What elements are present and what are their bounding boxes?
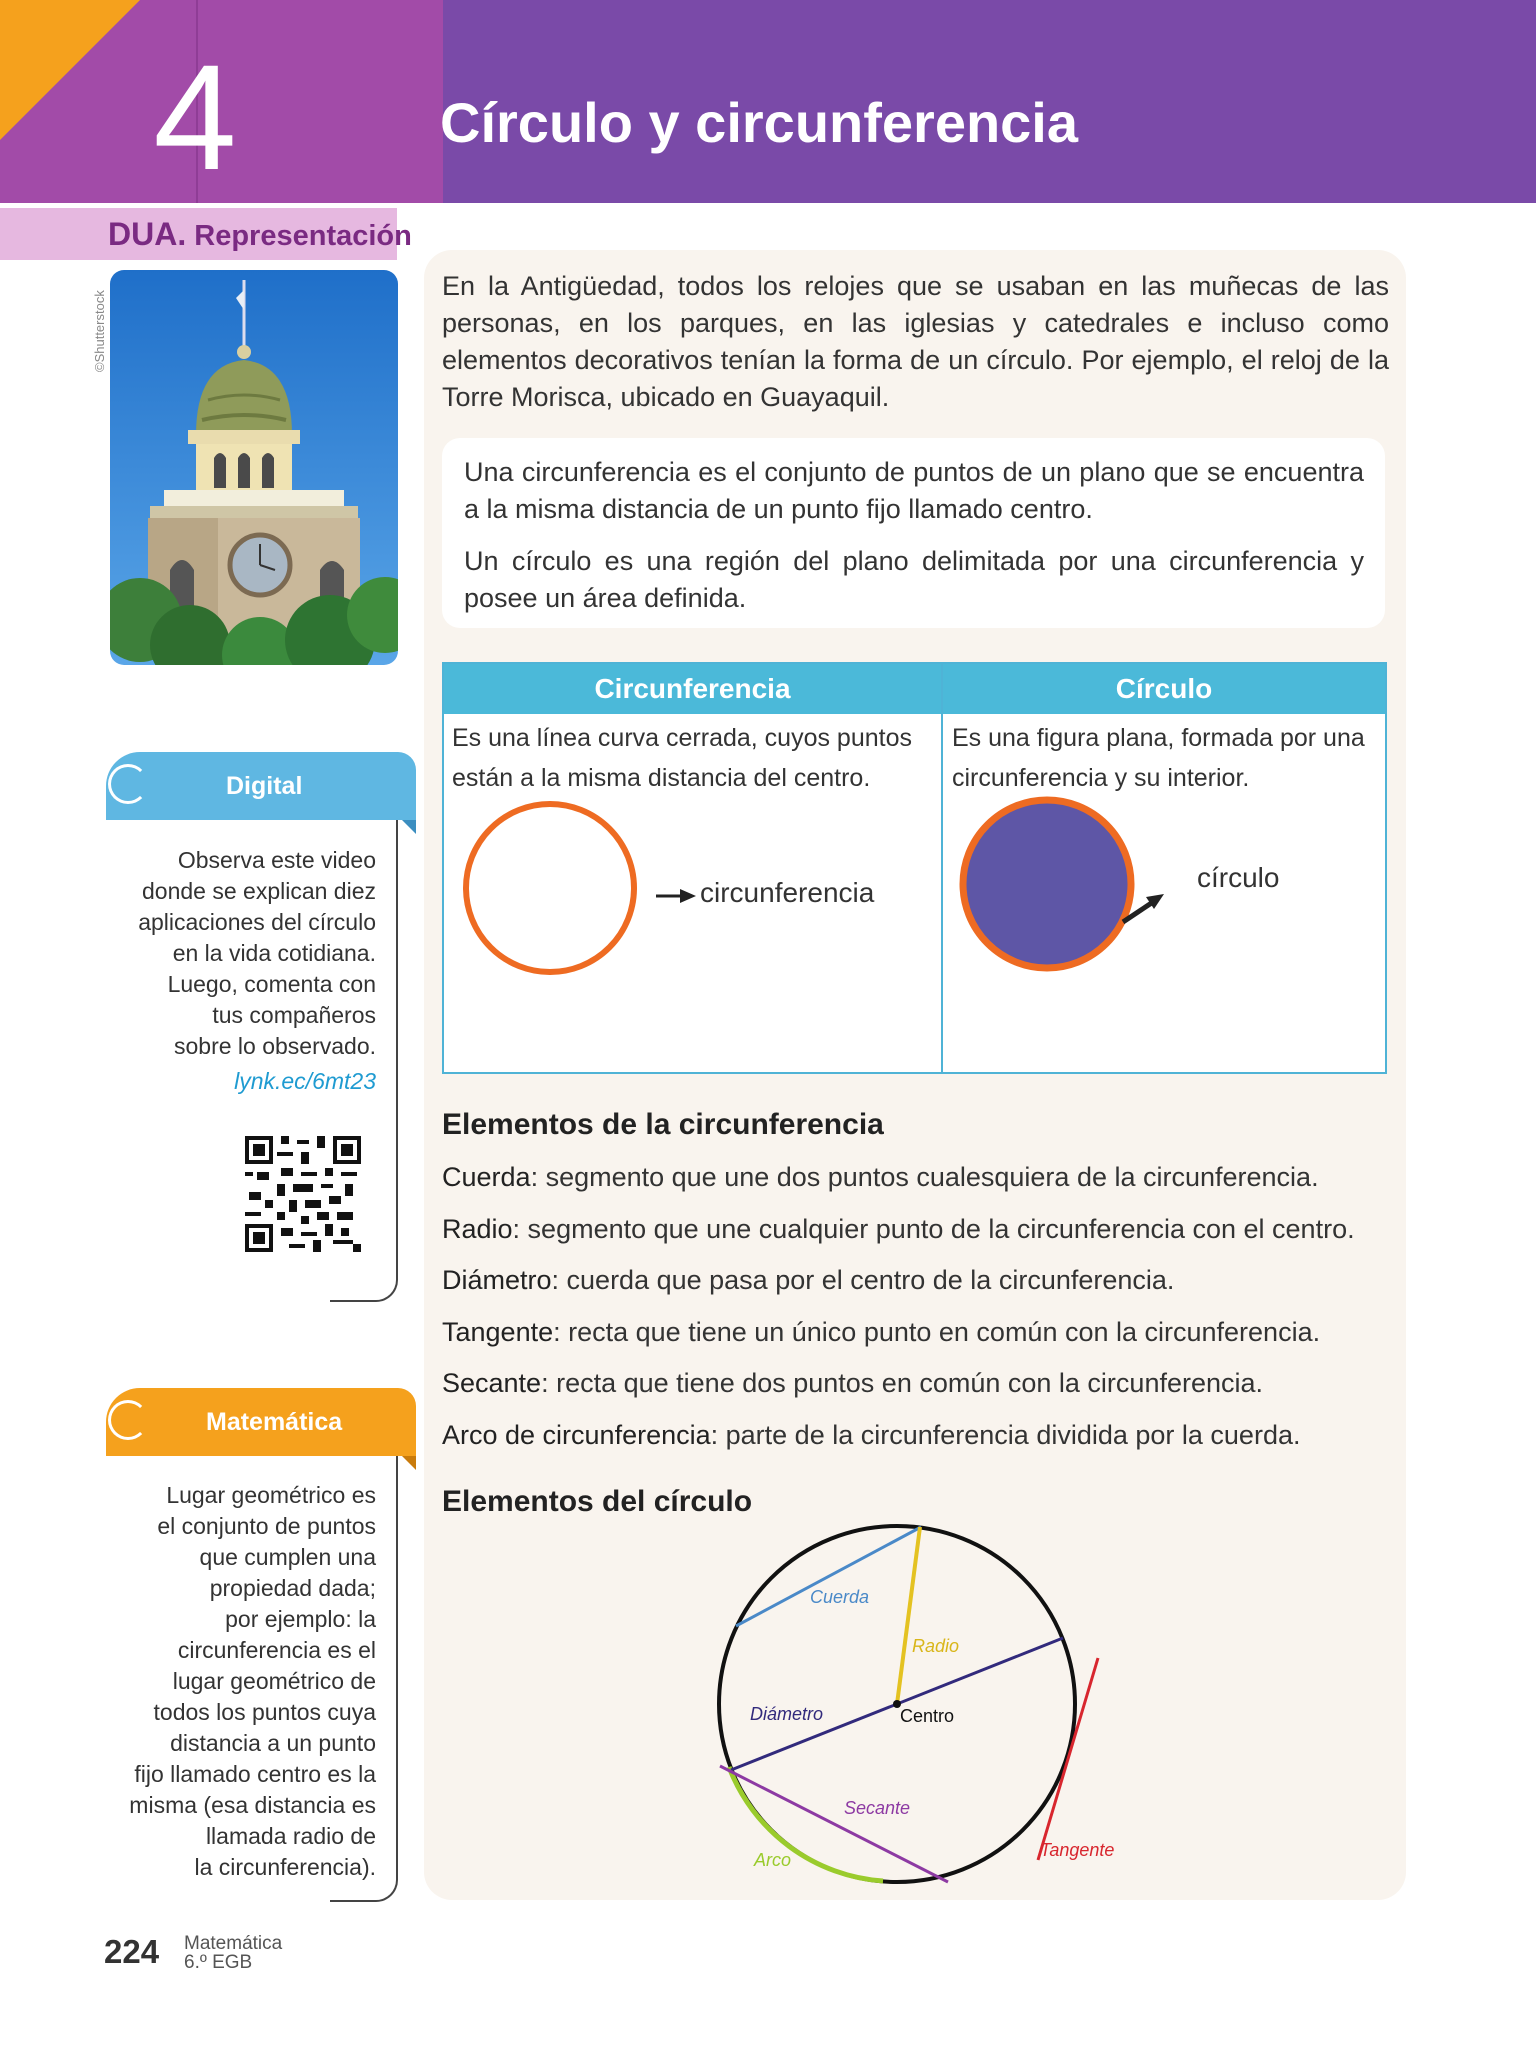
definition-circunferencia: Una circunferencia es el conjunto de puntos de un plano que se encuentra a la misma distancia de un punto fijo llamado centro.	[464, 457, 1364, 524]
element-term: Tangente	[442, 1317, 554, 1347]
element-term: Arco de circunferencia	[442, 1420, 711, 1450]
page-title: Círculo y circunferencia	[440, 91, 1079, 154]
table-header-circunferencia: Circunferencia	[444, 664, 941, 714]
digital-link[interactable]: lynk.ec/6mt23	[234, 1068, 376, 1094]
dua-rest: Representación	[186, 220, 412, 252]
tower-photo	[110, 270, 398, 665]
digital-line: tus compañeros	[212, 1002, 376, 1028]
matematica-line: que cumplen una	[199, 1544, 376, 1570]
label-centro: Centro	[900, 1706, 955, 1726]
page-number: 224	[104, 1933, 160, 1970]
element-definition: : parte de la circunferencia dividida por la cuerda.	[710, 1420, 1301, 1450]
circunferencia-shape	[466, 804, 634, 972]
label-circunferencia: circunferencia	[700, 877, 875, 908]
matematica-line: por ejemplo: la	[225, 1606, 376, 1632]
digital-line: sobre lo observado.	[173, 1033, 376, 1059]
matematica-line: circunferencia es el	[177, 1637, 376, 1663]
definition-circulo: Un círculo es una región del plano delimitada por una circunferencia y posee un área definida.	[464, 546, 1364, 613]
matematica-text	[100, 1480, 376, 1883]
circunferencia-arrowhead	[680, 889, 696, 903]
matematica-line: todos los puntos cuya	[153, 1699, 376, 1725]
qr-code[interactable]	[245, 1136, 361, 1252]
chapter-number: 4	[153, 33, 237, 201]
element-row	[442, 1214, 1355, 1245]
label-diametro: Diámetro	[750, 1704, 824, 1724]
intro-paragraph: En la Antigüedad, todos los relojes que se usaban en las muñecas de las personas, en los parques, en las iglesias y catedrales e incluso como elementos decorativos tenían la forma de un círculo. Por ejemplo, el reloj de la Torre Morisca, ubicado en Guayaquil.	[442, 271, 1389, 412]
matematica-line: propiedad dada;	[209, 1575, 376, 1601]
digital-line: aplicaciones del círculo	[138, 909, 376, 935]
digital-title: Digital	[226, 772, 303, 800]
matematica-line: lugar geométrico de	[172, 1668, 376, 1694]
element-term: Cuerda	[442, 1162, 531, 1192]
matematica-logo-icon	[108, 1400, 148, 1440]
element-row	[442, 1317, 1320, 1348]
digital-line: en la vida cotidiana.	[172, 940, 376, 966]
label-secante: Secante	[844, 1798, 911, 1818]
element-term: Secante	[442, 1368, 542, 1398]
digital-logo-icon	[108, 764, 148, 804]
digital-tab-fold	[402, 820, 416, 834]
element-definition: : segmento que une dos puntos cualesquiera de la circunferencia.	[530, 1162, 1319, 1192]
comparison-table	[442, 662, 1387, 1074]
table-header-circulo: Círculo	[943, 664, 1385, 714]
matematica-line: fijo llamado centro es la	[134, 1761, 376, 1787]
radio-line	[897, 1527, 920, 1704]
digital-tab	[106, 752, 416, 820]
matematica-tab	[106, 1388, 416, 1456]
elementos-circunferencia-heading: Elementos de la circunferencia	[442, 1108, 884, 1141]
matematica-line: el conjunto de puntos	[157, 1513, 376, 1539]
element-row	[442, 1265, 1174, 1296]
matematica-line: distancia a un punto	[170, 1730, 376, 1756]
matematica-line: la circunferencia).	[194, 1854, 376, 1880]
elementos-circulo-heading: Elementos del círculo	[442, 1485, 753, 1518]
digital-line: donde se explican diez	[142, 878, 376, 904]
footer-subject-name: Matemática	[184, 1933, 283, 1954]
circulo-shape	[963, 800, 1131, 968]
table-cell-circulo: Es una figura plana, formada por una circunferencia y su interior.	[952, 724, 1365, 792]
arco-arc	[729, 1767, 883, 1881]
footer-subject	[184, 1934, 282, 1972]
label-circulo: círculo	[1197, 862, 1280, 893]
dua-bold: DUA.	[108, 216, 187, 252]
label-arco: Arco	[754, 1850, 792, 1870]
element-term: Radio	[442, 1214, 513, 1244]
table-cell-circunferencia: Es una línea curva cerrada, cuyos puntos están a la misma distancia del centro.	[452, 724, 912, 792]
label-tangente: Tangente	[1040, 1840, 1115, 1860]
element-row	[442, 1420, 1300, 1451]
digital-text	[100, 845, 376, 1097]
label-cuerda: Cuerda	[810, 1587, 870, 1607]
circle-illustrations	[444, 784, 1384, 1069]
matematica-line: misma (esa distancia es	[129, 1792, 376, 1818]
label-radio: Radio	[912, 1636, 960, 1656]
element-definition: : recta que tiene dos puntos en común con la circunferencia.	[541, 1368, 1264, 1398]
matematica-title: Matemática	[206, 1408, 343, 1436]
digital-line: Luego, comenta con	[167, 971, 376, 997]
header-corner-accent	[0, 0, 140, 140]
element-term: Diámetro	[442, 1265, 552, 1295]
photo-credit: ©Shutterstock	[92, 290, 107, 372]
matematica-tab-fold	[402, 1456, 416, 1470]
element-row	[442, 1162, 1319, 1193]
matematica-line: llamada radio de	[205, 1823, 376, 1849]
element-definition: : cuerda que pasa por el centro de la circunferencia.	[551, 1265, 1175, 1295]
element-definition: : recta que tiene un único punto en común con la circunferencia.	[553, 1317, 1321, 1347]
element-row	[442, 1368, 1263, 1399]
tangente-line	[1038, 1658, 1098, 1860]
matematica-line: Lugar geométrico es	[166, 1482, 376, 1508]
element-definition: : segmento que une cualquier punto de la circunferencia con el centro.	[512, 1214, 1355, 1244]
digital-line: Observa este video	[177, 847, 376, 873]
dua-label	[108, 216, 412, 253]
footer-grade: 6.º EGB	[184, 1952, 253, 1973]
